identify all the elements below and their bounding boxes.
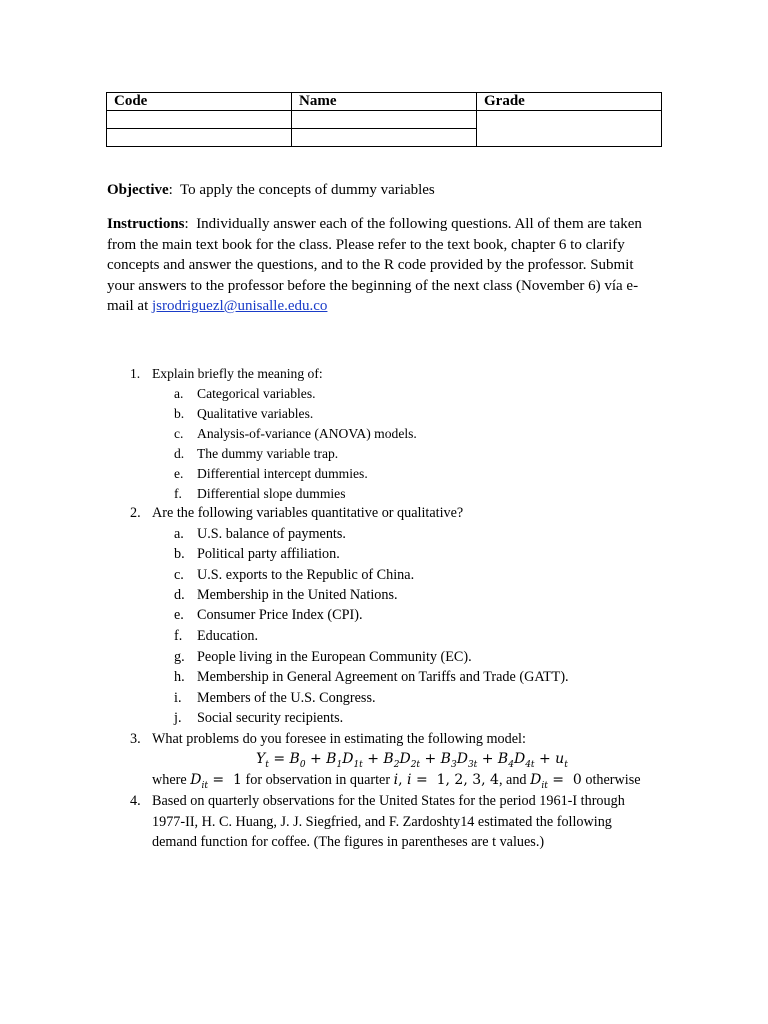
objective-paragraph: Objective: To apply the concepts of dummy variables xyxy=(107,182,435,198)
grade-cell[interactable] xyxy=(477,111,662,147)
instructions-label: Instructions xyxy=(107,216,185,232)
name-cell-1[interactable] xyxy=(292,111,477,129)
objective-text: To apply the concepts of dummy variables xyxy=(180,182,435,198)
question-number: 2. xyxy=(130,505,141,521)
student-info-table xyxy=(106,92,662,147)
grade-header: Grade xyxy=(477,93,662,111)
question-number: 4. xyxy=(130,793,141,809)
code-cell-2[interactable] xyxy=(107,129,292,147)
question-text-line-1: Based on quarterly observations for the United States for the period 1961-I through xyxy=(152,793,625,809)
objective-label: Objective xyxy=(107,182,169,198)
instructions-paragraph: Instructions: Individually answer each of the following questions. All of them are taken from the main text book for the class. Please refer to the text book, chapter 6 to clarify concepts and answer the questions, and to the R code provided by the professor. Submit your answers to the professor before the beginning of the next class (November 6) vía e-mail at jsrodriguezl@unisalle.edu.co xyxy=(107,216,642,314)
question-text: Explain briefly the meaning of: xyxy=(152,366,323,381)
question-number: 3. xyxy=(130,731,141,747)
code-header: Code xyxy=(107,93,292,111)
model-condition: where $D_{it} = 1$ for observation in quarter i, i = 1, 2, 3, 4, and $D_{it} = 0$ otherwise xyxy=(152,772,641,791)
name-cell-2[interactable] xyxy=(292,129,477,147)
name-header: Name xyxy=(292,93,477,111)
code-cell-1[interactable] xyxy=(107,111,292,129)
question-text: Are the following variables quantitative or qualitative? xyxy=(152,505,464,521)
question-number: 1. xyxy=(130,366,141,381)
question-text: What problems do you foresee in estimating the following model: xyxy=(152,731,526,747)
model-equation: $Y_t = B_0 + B_1D_{1t} + B_2D_{2t} + B_3D_{3t} + B_4D_{4t} + u_t$ xyxy=(256,751,568,770)
instructions-text: Individually answer each of the following questions. All of them are taken from the main text book for the class. Please refer to the text book, chapter 6 to clarify concepts and answer the questions, and to the R code provided by the professor. Submit your answers to the professor before the beginning of the next class (November 6) vía e-mail at xyxy=(107,216,642,314)
email-link[interactable]: jsrodriguezl@unisalle.edu.co xyxy=(152,298,328,314)
